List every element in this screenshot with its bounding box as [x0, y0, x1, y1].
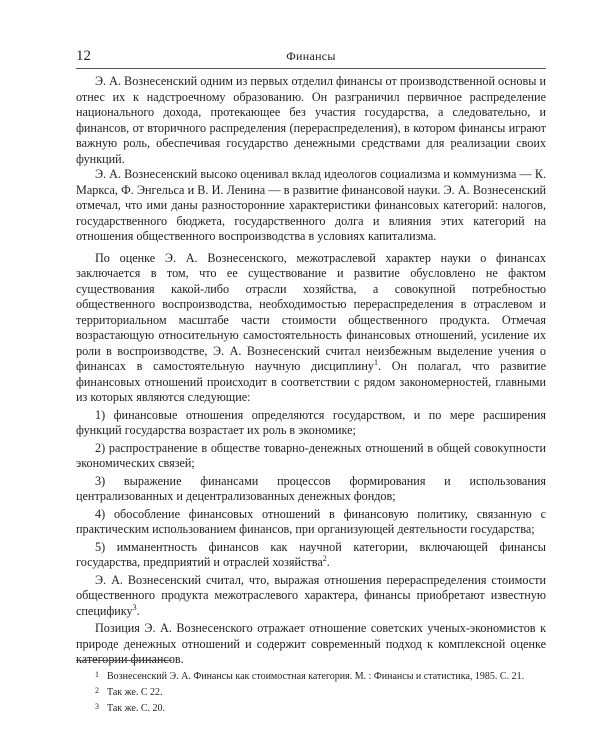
page-number: 12: [76, 48, 91, 64]
footnote-ref: 2: [322, 553, 327, 563]
footnote-ref: 1: [373, 357, 378, 367]
footnotes: [76, 668, 546, 716]
paragraph: [76, 573, 546, 620]
footnote-text: Так же. С. 20.: [107, 703, 166, 714]
list-item: 1) финансовые отношения определяются государством, и по мере расширения функций государства возрастает их роль в экономике;: [76, 407, 546, 437]
footnote-mark: 2: [95, 686, 99, 695]
list-item: 3) выражение финансами процессов формирования и использования централизованных и децентрализованных денежных фондов;: [76, 473, 546, 503]
paragraph: [76, 251, 546, 406]
footnote-mark: 1: [95, 670, 99, 679]
list-item-punct: .: [326, 555, 330, 569]
paragraph: Э. А. Вознесенский одним из первых отделил финансы от производственной основы и отнес их к надстроечному образованию. Он разграничил первичное распределение национального дохода, протекающее без участия государства, а следовательно, и финансов, от вторичного распределения (перераспределения), в котором финансы играют важную роль, обеспечивая государство денежными средствами для реализации своих функций.: [76, 74, 546, 166]
footnote-mark: 3: [95, 702, 99, 711]
footnote-text: Вознесенский Э. А. Финансы как стоимостная категория. М. : Финансы и статистика, 1985. С. 21.: [107, 671, 525, 682]
list-item-text: 5) имманентность финансов как научной категории, включающей финансы государства, предприятий и отраслей хозяйства: [76, 539, 546, 569]
running-head: [76, 46, 546, 69]
footnote-ref: 3: [132, 602, 137, 612]
paragraph: Позиция Э. А. Вознесенского отражает отношение советских ученых-экономистов к природе денежных отношений и содержит современный подход к комплексной оценке категории финансов.: [76, 621, 546, 666]
paragraph-text: По оценке Э. А. Вознесенского, межотраслевой характер науки о финансах заключается в том, что ее существование и развитие обусловлено не фактом существования какой-либо отрасли хозяйства, а совокупной потребностью общественного воспроизводства, необходимостью перераспределения в отраслевом и территориальном масштабе части стоимости общественного продукта. Отмечая возрастающую относительную самостоятельность финансовых отношений, усиление их роли в воспроизводстве, Э. А. Вознесенский считал неизбежным выделение учения о финансах в самостоятельную научную дисциплину: [76, 250, 546, 373]
paragraph-punct: .: [136, 603, 140, 618]
running-title: Финансы: [286, 49, 336, 63]
paragraph-punct: .: [377, 359, 381, 373]
paragraph-text: Он полагал, что развитие финансовых отношений происходит в соответствии с рядом закономерностей, главными из которых являются следующие:: [76, 359, 546, 404]
footnote-divider: [76, 660, 172, 661]
list-item: 4) обособление финансовых отношений в финансовую политику, связанную с практическим использованием финансов, при организующей деятельности государства;: [76, 506, 546, 536]
list-item: 2) распространение в обществе товарно-денежных отношений в общей совокупности экономических связей;: [76, 440, 546, 470]
paragraph-text: Э. А. Вознесенский считал, что, выражая отношения перераспределения стоимости общественного продукта межотраслевого характера, финансы приобретают известную специфику: [76, 572, 546, 618]
footnote: [76, 700, 546, 716]
footnote: [76, 668, 546, 684]
footnote: [76, 684, 546, 700]
paragraph: Э. А. Вознесенский высоко оценивал вклад идеологов социализма и коммунизма — К. Маркса, Ф. Энгельса и В. И. Ленина — в развитие финансовой науки. Э. А. Вознесенский отмечал, что ими даны разносторонние характеристики финансовых категорий: налогов, государственного бюджета, государственного долга и влияния этих категорий на отношения общественного воспроизводства в условиях капитализма.: [76, 167, 546, 243]
footnote-text: Так же. С 22.: [107, 687, 163, 698]
body-text: [76, 74, 546, 668]
list-item: [76, 540, 546, 571]
